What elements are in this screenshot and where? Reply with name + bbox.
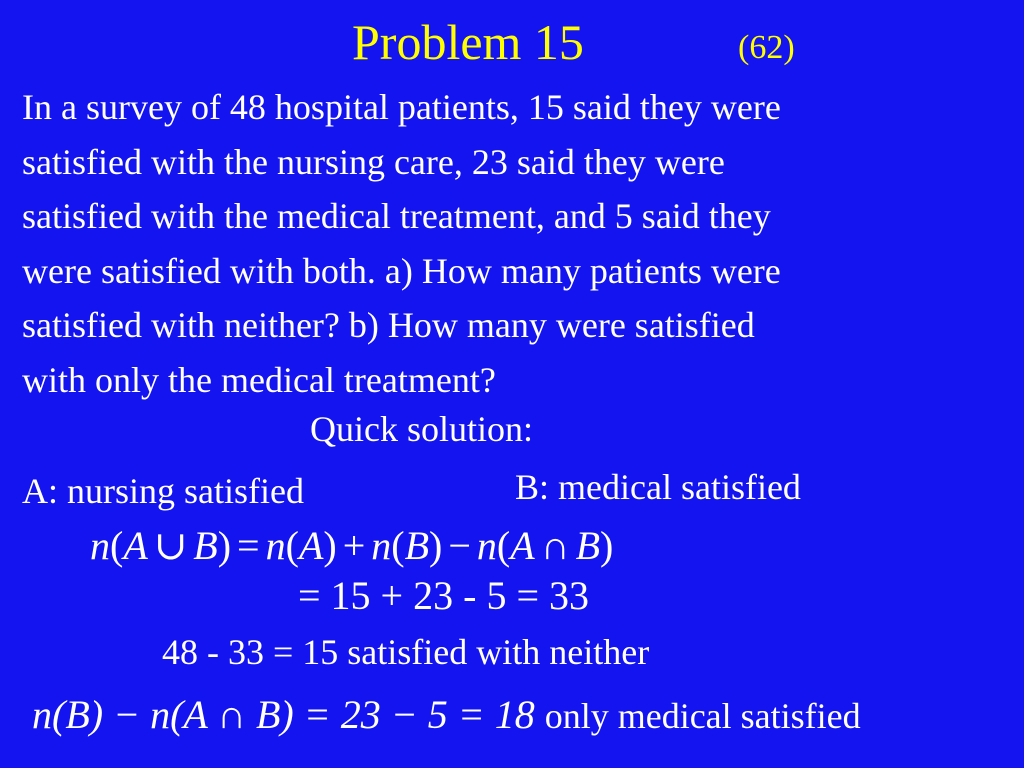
problem-line: with only the medical treatment? bbox=[22, 359, 496, 400]
formula-n: n bbox=[371, 523, 392, 568]
formula-paren: ( bbox=[496, 523, 511, 568]
formula-n: n bbox=[476, 523, 497, 568]
union-values-line: = 15 + 23 - 5 = 33 bbox=[298, 573, 589, 618]
minus-symbol: − bbox=[448, 523, 471, 568]
union-formula bbox=[90, 521, 613, 571]
intersection-symbol: ∩ bbox=[540, 523, 570, 568]
formula-set-a: A bbox=[510, 523, 535, 568]
problem-line: satisfied with the medical treatment, and 5 said they bbox=[22, 196, 771, 236]
formula-set-b: B bbox=[404, 523, 430, 568]
formula-paren: ) bbox=[323, 523, 337, 568]
only-medical-label: only medical satisfied bbox=[544, 696, 861, 736]
formula-paren: ) bbox=[429, 523, 443, 568]
formula-paren: ( bbox=[285, 523, 299, 568]
only-medical-expression: n(B) − n(A ∩ B) = 23 − 5 = 18 bbox=[32, 692, 535, 737]
only-medical-formula bbox=[32, 690, 861, 741]
quick-solution-label: Quick solution: bbox=[310, 409, 533, 449]
formula-paren: ) bbox=[600, 523, 614, 568]
problem-line: satisfied with neither? b) How many were satisfied bbox=[22, 305, 755, 345]
problem-line: satisfied with the nursing care, 23 said they were bbox=[22, 141, 725, 182]
slide-number: (62) bbox=[738, 29, 795, 66]
slide-title: Problem 15 bbox=[352, 14, 584, 70]
formula-paren: ) bbox=[217, 523, 232, 568]
formula-set-a: A bbox=[298, 523, 324, 568]
plus-symbol: + bbox=[342, 523, 366, 568]
union-symbol: ∪ bbox=[153, 523, 188, 568]
formula-paren: ( bbox=[391, 523, 405, 568]
neither-result: 48 - 33 = 15 satisfied with neither bbox=[162, 632, 650, 672]
problem-line: In a survey of 48 hospital patients, 15 said they were bbox=[22, 87, 781, 127]
formula-n: n bbox=[90, 523, 110, 568]
formula-paren: ( bbox=[110, 523, 124, 568]
set-a-definition: A: nursing satisfied bbox=[22, 471, 304, 511]
set-b-definition: B: medical satisfied bbox=[515, 467, 801, 507]
equals-symbol: = bbox=[237, 523, 260, 568]
formula-set-b: B bbox=[575, 523, 601, 568]
problem-statement bbox=[22, 80, 1012, 407]
formula-set-b: B bbox=[193, 523, 218, 568]
formula-set-a: A bbox=[123, 523, 148, 568]
problem-line: were satisfied with both. a) How many patients were bbox=[22, 250, 781, 291]
formula-n: n bbox=[265, 523, 286, 568]
